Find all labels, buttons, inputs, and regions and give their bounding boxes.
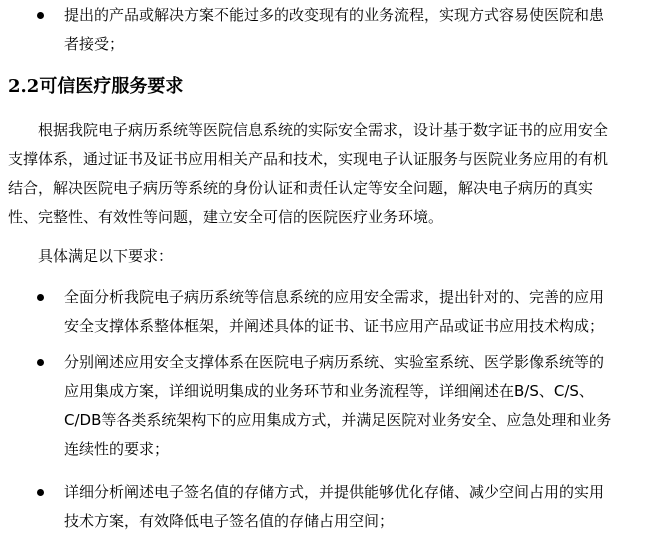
text-line: 提出的产品或解决方案不能过多的改变现有的业务流程，实现方式容易使医院和患 bbox=[64, 6, 605, 24]
bullet-text bbox=[64, 283, 648, 341]
text-line: 具体满足以下要求： bbox=[38, 247, 174, 265]
requirements-lead bbox=[8, 242, 648, 271]
text-line: 应用集成方案，详细说明集成的业务环节和业务流程等，详细阐述在B/S、C/S、 bbox=[64, 382, 594, 400]
bullet-text bbox=[64, 478, 648, 536]
text-line: 详细分析阐述电子签名值的存储方式，并提供能够优化存储、减少空间占用的实用 bbox=[64, 483, 605, 501]
text-line: 支撑体系，通过证书及证书应用相关产品和技术，实现电子认证服务与医院业务应用的有机 bbox=[8, 150, 609, 168]
text-line: 全面分析我院电子病历系统等信息系统的应用安全需求，提出针对的、完善的应用 bbox=[64, 288, 605, 306]
intro-paragraph bbox=[8, 116, 648, 232]
bullet-text bbox=[64, 1, 648, 59]
text-line: 根据我院电子病历系统等医院信息系统的实际安全需求，设计基于数字证书的应用安全 bbox=[38, 121, 609, 139]
text-line: 者接受； bbox=[64, 35, 125, 53]
text-line: C/DB等各类系统架构下的应用集成方式，并满足医院对业务安全、应急处理和业务 bbox=[64, 411, 612, 429]
bullet-icon bbox=[37, 359, 44, 366]
text-line: 性、完整性、有效性等问题，建立安全可信的医院医疗业务环境。 bbox=[8, 208, 444, 226]
text-line: 安全支撑体系整体框架，并阐述具体的证书、证书应用产品或证书应用技术构成； bbox=[64, 317, 605, 335]
text-line: 技术方案，有效降低电子签名值的存储占用空间； bbox=[64, 512, 395, 530]
bullet-text bbox=[64, 348, 648, 464]
text-line: 分别阐述应用安全支撑体系在医院电子病历系统、实验室系统、医学影像系统等的 bbox=[64, 353, 605, 371]
section-number: 2.2 bbox=[8, 76, 40, 97]
bullet-icon bbox=[37, 489, 44, 496]
bullet-icon bbox=[37, 294, 44, 301]
text-line: 结合，解决医院电子病历等系统的身份认证和责任认定等安全问题，解决电子病历的真实 bbox=[8, 179, 594, 197]
bullet-icon bbox=[37, 12, 44, 19]
section-heading bbox=[8, 73, 183, 101]
section-title: 可信医疗服务要求 bbox=[39, 76, 184, 97]
text-line: 连续性的要求； bbox=[64, 440, 170, 458]
